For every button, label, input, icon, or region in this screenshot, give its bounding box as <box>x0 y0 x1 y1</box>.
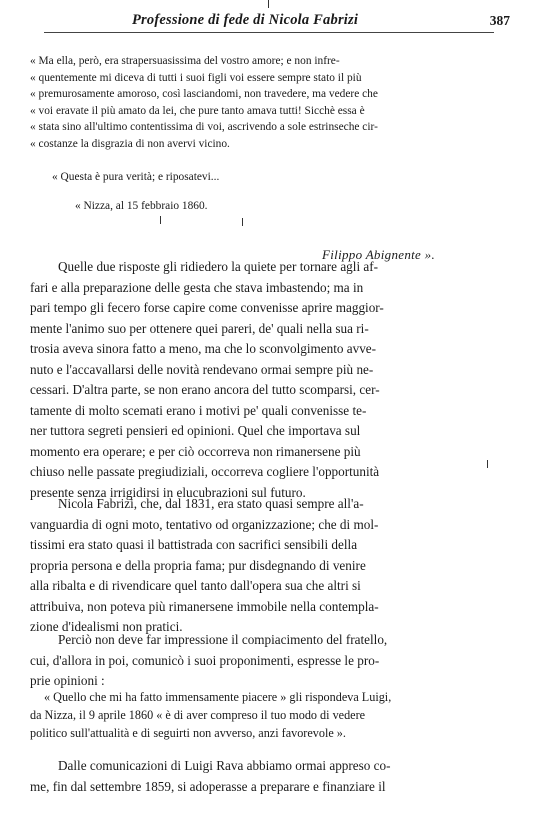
text-line: me, fin dal settembre 1859, si adoperasse a preparare e finanziare il <box>30 778 386 794</box>
quote-line: « voi eravate il più amato da lei, che pure tanto amava tutti! Sicchè essa è <box>30 104 365 117</box>
text-line: fari e alla preparazione delle gesta che stava imbastendo; ma in <box>30 279 364 295</box>
letter-date: « Nizza, al 15 febbraio 1860. <box>75 200 208 212</box>
text-line: tissimi era stato quasi il battistrada con sacrifici sensibili della <box>30 537 358 552</box>
running-header <box>0 12 550 32</box>
text-line: ner tuttora segreti pensieri ed opinioni. Quel che importava sul <box>30 423 361 438</box>
text-line: Perciò non deve far impressione il compiacimento del fratello, <box>58 632 388 647</box>
text-line: nuto e l'accavallarsi delle novità rendevano ormai sempre più ne- <box>30 361 374 377</box>
scan-mark <box>268 0 269 8</box>
letter-signature: Filippo Abignente ». <box>322 247 435 262</box>
text-line: pari tempo gli fecero forse capire come convenisse aprire maggior- <box>30 300 384 315</box>
paragraph-3 <box>30 630 495 692</box>
scan-mark <box>242 218 243 226</box>
text-line: Dalle comunicazioni di Luigi Rava abbiamo ormai appreso co- <box>58 758 391 773</box>
quote-closing: « Questa è pura verità; e riposatevi... <box>52 171 220 183</box>
scan-mark <box>160 216 161 224</box>
text-line: Quelle due risposte gli ridiedero la quiete per tornare agli af- <box>58 259 379 274</box>
text-line: attribuiva, non poteva più rimanersene immobile nella contempla- <box>30 598 379 614</box>
quote-line: da Nizza, il 9 aprile 1860 « è di aver compreso il tuo modo di vedere <box>30 708 366 722</box>
quote-line: « premurosamente amoroso, così lasciandomi, non travedere, ma vedere che <box>30 88 378 101</box>
paragraph-1 <box>30 257 495 503</box>
text-line: propria persona e della propria fama; pur disdegnando di venire <box>30 557 366 573</box>
quote-line: « Quello che mi ha fatto immensamente piacere » gli rispondeva Luigi, <box>44 690 392 704</box>
text-line: chiuso nelle passate pregiudiziali, occorreva cogliere l'opportunità <box>30 464 380 479</box>
text-line: tamente di molto scemati erano i motivi pe' quali convenisse te- <box>30 402 367 418</box>
text-line: cessari. D'altra parte, se non erano ancora del tutto scomparsi, cer- <box>30 382 380 397</box>
text-line: mente l'animo suo per ottenere quei pareri, de' quali nella sua ri- <box>30 320 369 336</box>
quote-line: « stata sino all'ultimo contentissima di voi, ascrivendo a sole estrinseche cir- <box>30 121 378 134</box>
quote-line: politico sull'attualità e di seguirti non avverso, anzi favorevole ». <box>30 726 346 740</box>
quote-line: « costanze la disgrazia di non avervi vicino. <box>30 137 230 150</box>
text-line: vanguardia di ogni moto, tentativo od organizzazione; che di mol- <box>30 516 379 532</box>
text-line: zione d'idealismi non pratici. <box>30 619 183 634</box>
paragraph-2 <box>30 494 495 638</box>
quote-block-2 <box>30 688 495 742</box>
text-line: prie opinioni : <box>30 673 105 688</box>
quote-line: « quentemente mi diceva di tutti i suoi figli voi essere sempre stato il più <box>30 71 362 84</box>
quote-line: « Ma ella, però, era strapersuasissima del vostro amore; e non infre- <box>30 55 340 67</box>
running-title: Professione di fede di Nicola Fabrizi <box>132 12 359 28</box>
text-line: Nicola Fabrizi, che, dal 1831, era stato quasi sempre all'a- <box>58 496 364 511</box>
header-rule <box>44 32 494 33</box>
text-line: presente senza irrigidirsi in elucubrazioni sul futuro. <box>30 484 306 500</box>
paragraph-4 <box>30 756 495 797</box>
quote-block-1 <box>30 53 500 153</box>
text-line: alla ribalta e di rivendicare quel tanto dall'opera sua che altri si <box>30 578 361 593</box>
text-line: trosia aveva sinora fatto a meno, ma che lo sconvolgimento avve- <box>30 341 377 356</box>
text-line: momento era operare; e per ciò occorreva non rimanersene più <box>30 443 361 459</box>
text-line: cui, d'allora in poi, comunicò i suoi proponimenti, espresse le pro- <box>30 652 380 668</box>
page-number: 387 <box>489 13 510 28</box>
